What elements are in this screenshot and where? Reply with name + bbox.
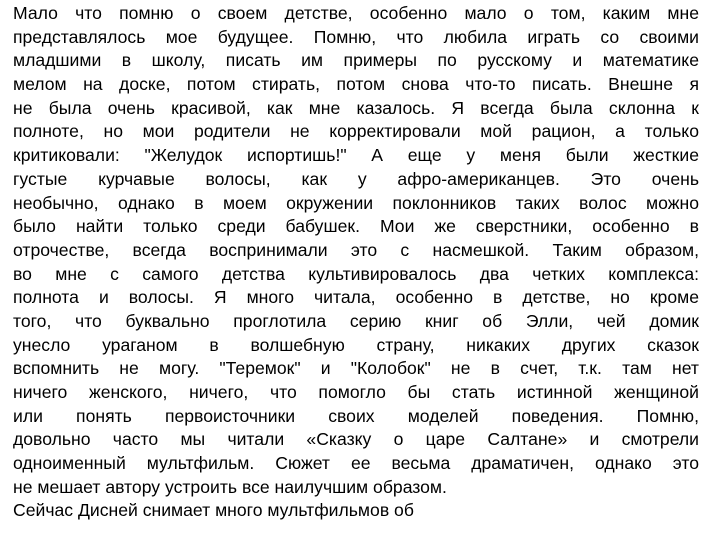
text-line: мелом на доске, потом стирать, потом снова что-то писать. Внешне я (13, 74, 699, 95)
text-line: Мало что помню о своем детстве, особенно мало о том, каким мне (13, 3, 699, 23)
text-line: отрочестве, всегда воспринимали это с насмешкой. Таким образом, (13, 239, 699, 260)
text-line: представлялось мое будущее. Помню, что любила играть со своими (13, 26, 699, 47)
text-line: не была очень красивой, как мне казалось. Я всегда была склонна к (13, 97, 699, 118)
text-line: густые курчавые волосы, как у афро-американцев. Это очень (13, 168, 699, 189)
text-line: критиковали: "Желудок испортишь!" А еще у меня были жесткие (13, 145, 699, 166)
text-line: необычно, однако в моем окружении поклонников таких волос можно (13, 192, 699, 213)
body-text (13, 2, 699, 523)
text-line: унесло ураганом в волшебную страну, никаких других сказок (13, 334, 699, 355)
text-line: одноименный мультфильм. Сюжет ее весьма драматичен, однако это (13, 453, 699, 474)
text-line: не мешает автору устроить все наилучшим образом. (13, 476, 447, 497)
text-line: того, что буквально проглотила серию книг об Элли, чей домик (13, 310, 699, 331)
text-line: Сейчас Дисней снимает много мультфильмов об (13, 500, 414, 521)
text-line: ничего женского, ничего, что помогло бы стать истинной женщиной (13, 382, 699, 402)
text-line: было найти только среди бабушек. Мои же сверстники, особенно в (13, 216, 699, 237)
text-line: вспомнить не могу. "Теремок" и "Колобок" не в счет, т.к. там нет (13, 358, 699, 379)
text-line: полноте, но мои родители не корректировали мой рацион, а только (13, 121, 699, 142)
text-line: во мне с самого детства культивировалось два четких комплекса: (13, 263, 699, 284)
text-line: младшими в школу, писать им примеры по русскому и математике (13, 50, 699, 71)
text-line: или понять первоисточники своих моделей поведения. Помню, (13, 405, 699, 426)
text-line: довольно часто мы читали «Сказку о царе Салтане» и смотрели (13, 429, 699, 450)
text-line: полнота и волосы. Я много читала, особенно в детстве, но кроме (13, 287, 699, 308)
